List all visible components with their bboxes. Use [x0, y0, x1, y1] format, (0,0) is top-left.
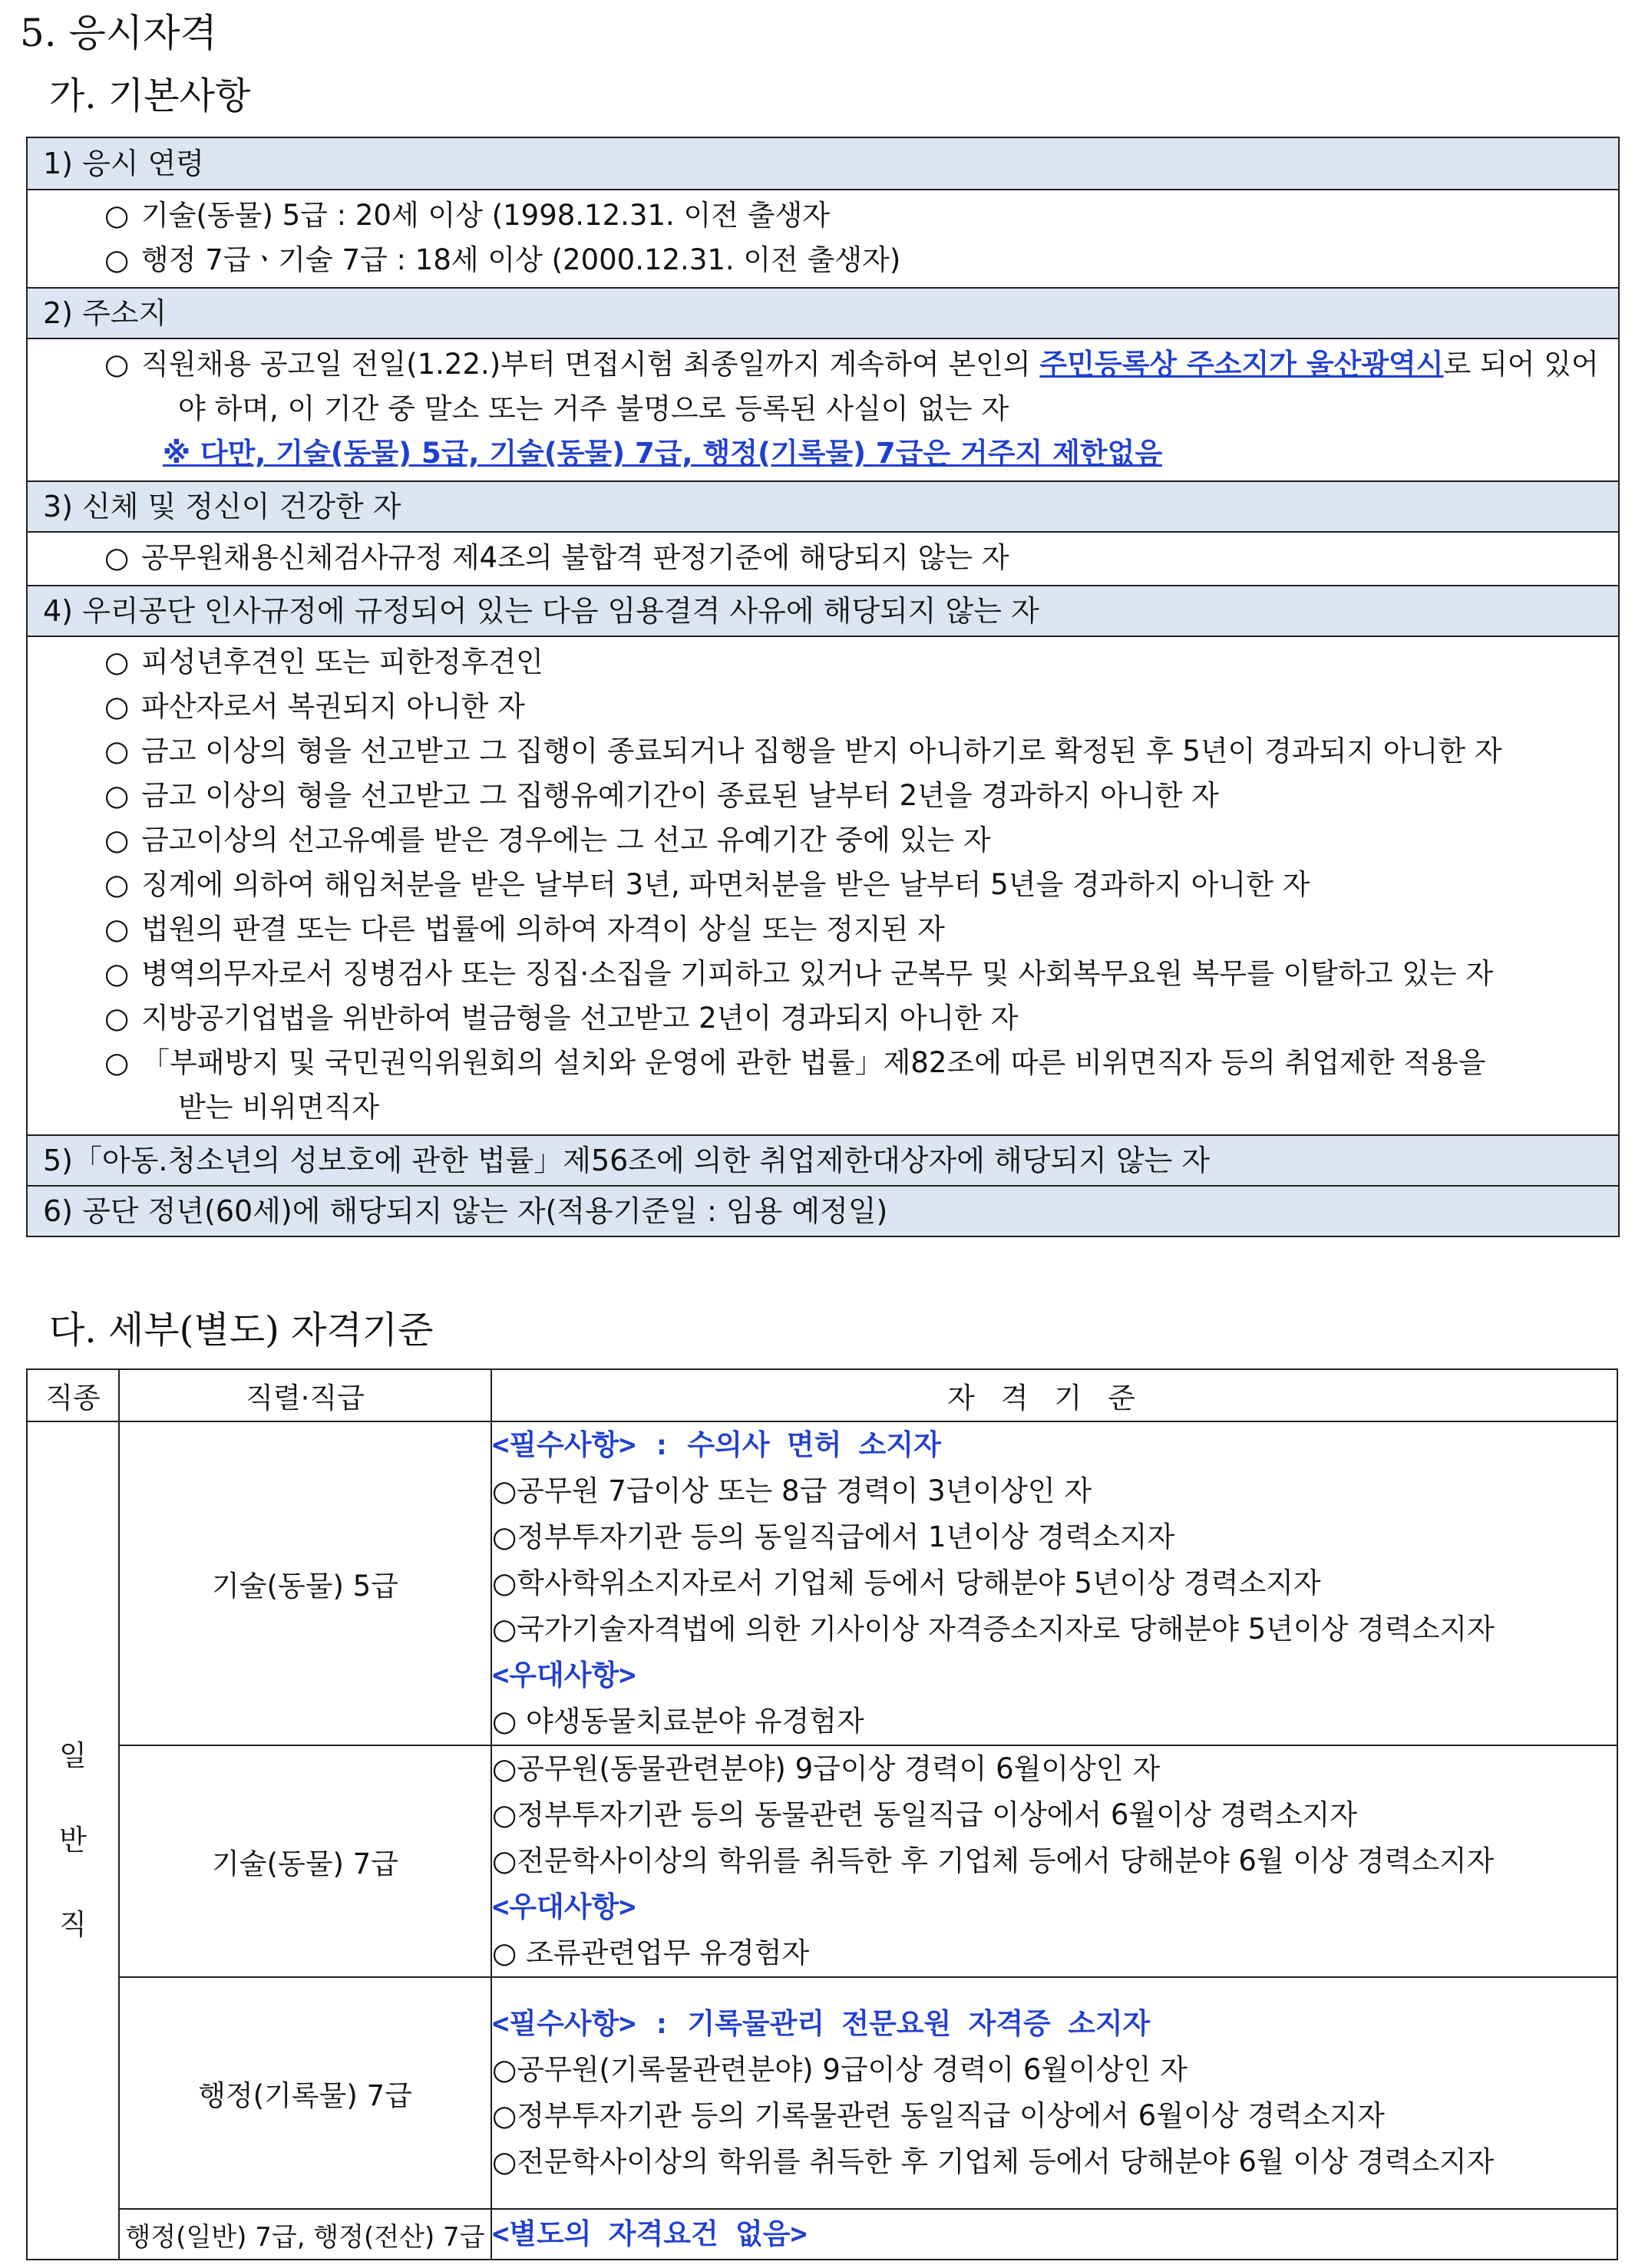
- table-row: [27, 1421, 1617, 1745]
- column-header-category: 직종: [27, 1369, 119, 1421]
- section-title-detail: 다. 세부(별도) 자격기준: [49, 1309, 434, 1352]
- section-title-basic: 가. 기본사항: [49, 74, 251, 117]
- list-item: ○정부투자기관 등의 기록물관련 동일직급 이상에서 6월이상 경력소지자: [492, 2099, 1385, 2132]
- criteria-cell: [491, 1745, 1617, 1977]
- detail-criteria-table: [26, 1368, 1618, 2260]
- list-item: ○전문학사이상의 학위를 취득한 후 기업체 등에서 당해분야 6월 이상 경력소지자: [492, 1844, 1495, 1877]
- list-item: ○공무원(동물관련분야) 9급이상 경력이 6월이상인 자: [492, 1752, 1161, 1785]
- table-row: [27, 1745, 1617, 1977]
- criteria-cell: [491, 2209, 1617, 2260]
- list-item: ○ 지방공기업법을 위반하여 벌금형을 선고받고 2년이 경과되지 아니한 자: [28, 996, 1618, 1041]
- list-item-continuation: 야 하며, 이 기간 중 말소 또는 거주 불명으로 등록된 사실이 없는 자: [178, 392, 1009, 425]
- position-cell: 기술(동물) 5급: [119, 1421, 491, 1745]
- page-title: 5. 응시자격: [20, 11, 217, 55]
- list-item: ○전문학사이상의 학위를 취득한 후 기업체 등에서 당해분야 6월 이상 경력소지자: [492, 2145, 1495, 2178]
- section-header-health: 3) 신체 및 정신이 건강한 자: [28, 480, 1618, 531]
- required-heading: <필수사항> : 기록물관리 전문요원 자격증 소지자: [492, 2007, 1151, 2040]
- job-category-cell: 일반직: [27, 1421, 119, 2260]
- table-row: [27, 1977, 1617, 2209]
- list-item: ○ 「부패방지 및 국민권익위원회의 설치와 운영에 관한 법률」제82조에 따른 비위면직자 등의 취업제한 적용을: [28, 1041, 1618, 1085]
- list-item: ○ 직원채용 공고일 전일(1.22.)부터 면접시험 최종일까지 계속하여 본인의 주민등록상 주소지가 울산광역시로 되어 있어: [28, 342, 1618, 387]
- list-item: ○ 기술(동물) 5급 : 20세 이상 (1998.12.31. 이전 출생자: [28, 193, 1618, 238]
- section-header-address: 2) 주소지: [28, 287, 1618, 338]
- list-item: ○ 금고 이상의 형을 선고받고 그 집행유예기간이 종료된 날부터 2년을 경과하지 아니한 자: [28, 774, 1618, 818]
- list-item-continuation: 받는 비위면직자: [178, 1091, 379, 1124]
- preferred-heading: <우대사항>: [492, 1890, 636, 1923]
- position-cell: 행정(일반) 7급, 행정(전산) 7급: [119, 2209, 491, 2260]
- no-requirement-note: <별도의 자격요건 없음>: [492, 2217, 808, 2250]
- preferred-heading: <우대사항>: [492, 1659, 636, 1692]
- criteria-cell: [491, 1977, 1617, 2209]
- list-item: ○ 파산자로서 복권되지 아니한 자: [28, 685, 1618, 729]
- list-item: ○ 징계에 의하여 해임처분을 받은 날부터 3년, 파면처분을 받은 날부터 5년을 경과하지 아니한 자: [28, 863, 1618, 907]
- list-item: ○정부투자기관 등의 동물관련 동일직급 이상에서 6월이상 경력소지자: [492, 1798, 1358, 1831]
- basic-requirements-box: [26, 137, 1620, 1237]
- list-item: ○ 금고이상의 선고유예를 받은 경우에는 그 선고 유예기간 중에 있는 자: [28, 818, 1618, 863]
- position-cell: 행정(기록물) 7급: [119, 1977, 491, 2209]
- column-header-position: 직렬·직급: [119, 1369, 491, 1421]
- section-header-retirement-age: 6) 공단 정년(60세)에 해당되지 않는 자(적용기준일 : 임용 예정일): [28, 1185, 1618, 1236]
- list-item: ○ 병역의무자로서 징병검사 또는 징집·소집을 기피하고 있거나 군복무 및 사회복무요원 복무를 이탈하고 있는 자: [28, 952, 1618, 996]
- section-header-disqualification: 4) 우리공단 인사규정에 규정되어 있는 다음 임용결격 사유에 해당되지 않는 자: [28, 585, 1618, 636]
- list-item: ○공무원 7급이상 또는 8급 경력이 3년이상인 자: [492, 1474, 1092, 1507]
- position-cell: 기술(동물) 7급: [119, 1745, 491, 1977]
- required-heading: <필수사항> : 수의사 면허 소지자: [492, 1428, 941, 1461]
- section-body-health: [28, 531, 1618, 585]
- highlight-text: 주민등록상 주소지가 울산광역시: [1039, 348, 1444, 381]
- list-item: ○정부투자기관 등의 동일직급에서 1년이상 경력소지자: [492, 1520, 1175, 1553]
- list-item: ○ 금고 이상의 형을 선고받고 그 집행이 종료되거나 집행을 받지 아니하기로 확정된 후 5년이 경과되지 아니한 자: [28, 729, 1618, 774]
- list-item: ○ 법원의 판결 또는 다른 법률에 의하여 자격이 상실 또는 정지된 자: [28, 907, 1618, 952]
- section-header-youth-protection: 5)「아동.청소년의 성보호에 관한 법률」제56조에 의한 취업제한대상자에 해당되지 않는 자: [28, 1134, 1618, 1185]
- list-item: ○학사학위소지자로서 기업체 등에서 당해분야 5년이상 경력소지자: [492, 1566, 1321, 1599]
- section-body-address: [28, 338, 1618, 480]
- criteria-cell: [491, 1421, 1617, 1745]
- section-body-disqualification: [28, 636, 1618, 1134]
- list-item: ○ 조류관련업무 유경험자: [492, 1936, 810, 1969]
- list-item: ○ 피성년후견인 또는 피한정후견인: [28, 640, 1618, 685]
- column-header-criteria: 자격기준: [491, 1369, 1617, 1421]
- list-item: ○ 공무원채용신체검사규정 제4조의 불합격 판정기준에 해당되지 않는 자: [28, 536, 1618, 580]
- list-item: ○국가기술자격법에 의한 기사이상 자격증소지자로 당해분야 5년이상 경력소지자: [492, 1613, 1495, 1646]
- list-item: ○ 행정 7급ㆍ기술 7급 : 18세 이상 (2000.12.31. 이전 출생자): [28, 238, 1618, 282]
- table-header-row: [27, 1369, 1617, 1421]
- residence-exception-note: ※ 다만, 기술(동물) 5급, 기술(동물) 7급, 행정(기록물) 7급은 거주지 제한없음: [163, 437, 1163, 470]
- table-row: [27, 2209, 1617, 2260]
- list-item: ○ 야생동물치료분야 유경험자: [492, 1705, 864, 1738]
- section-header-age: 1) 응시 연령: [28, 138, 1618, 189]
- list-item: ○공무원(기록물관련분야) 9급이상 경력이 6월이상인 자: [492, 2053, 1188, 2086]
- section-body-age: [28, 189, 1618, 287]
